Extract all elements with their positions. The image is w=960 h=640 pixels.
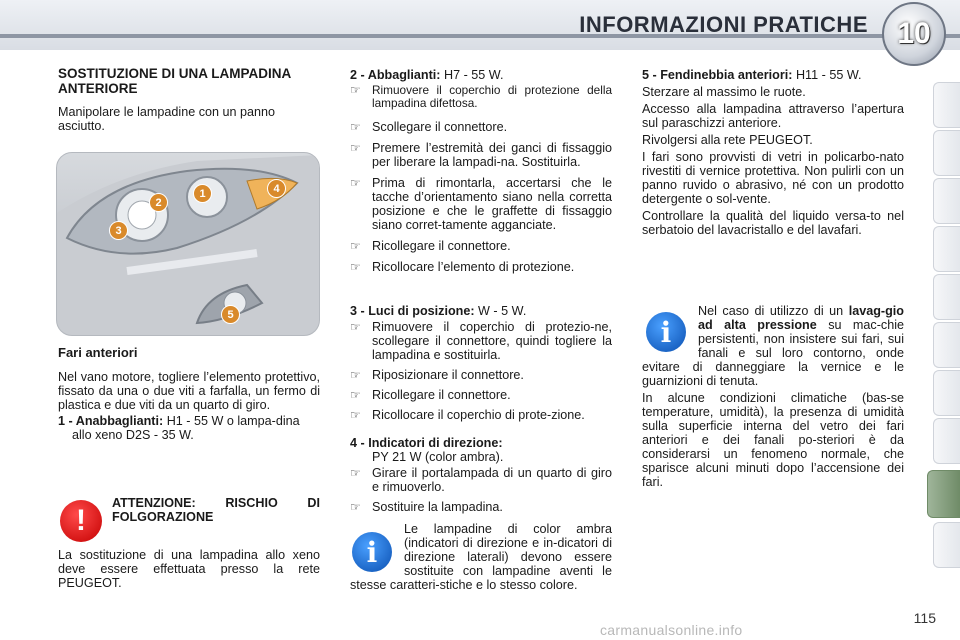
right-info-bold: lavag-gio ad alta pressione bbox=[698, 304, 904, 332]
list-item: ☞ Ricollocare il coperchio di prote-zione. bbox=[350, 408, 585, 422]
chapter-tab[interactable] bbox=[933, 522, 960, 568]
chapter-tab[interactable] bbox=[933, 370, 960, 416]
chapter-tab[interactable] bbox=[933, 226, 960, 272]
page-number: 115 bbox=[913, 610, 936, 626]
item-2-steps-more bbox=[350, 120, 612, 274]
left-column-lower bbox=[58, 346, 320, 442]
hand-pointer-icon: ☞ bbox=[350, 320, 361, 334]
list-item: ☞ Ricollegare il connettore. bbox=[350, 388, 511, 402]
list-item: ☞ Ricollegare il connettore. bbox=[350, 239, 511, 253]
info-icon-spacer bbox=[642, 304, 698, 358]
item-3-text: W - 5 W. bbox=[478, 304, 527, 318]
item-5 bbox=[642, 68, 904, 82]
item-4-steps bbox=[350, 466, 612, 514]
right-paragraph: Accesso alla lampadina attraverso l’apertura sul paraschizzi anteriore. bbox=[642, 102, 904, 130]
list-item: ☞ Riposizionare il connettore. bbox=[350, 368, 524, 382]
left-column bbox=[58, 66, 320, 133]
right-paragraph: Controllare la qualità del liquido versa-to nel serbatoio del lavacristallo e del lavafari. bbox=[642, 209, 904, 237]
list-item: ☞ Rimuovere il coperchio di protezio-ne, scollegare il connettore, quindi togliere la lampadina e sostituirla. bbox=[350, 320, 612, 362]
item-3 bbox=[350, 304, 612, 318]
hand-pointer-icon: ☞ bbox=[350, 141, 361, 155]
hand-pointer-icon: ☞ bbox=[350, 83, 361, 97]
item-4-label: 4 - Indicatori di direzione: bbox=[350, 436, 503, 450]
list-item: ☞ Ricollocare l’elemento di protezione. bbox=[350, 260, 575, 274]
item-3-label: 3 - Luci di posizione: bbox=[350, 304, 475, 318]
hand-pointer-icon: ☞ bbox=[350, 500, 361, 514]
right-paragraph: Rivolgersi alla rete PEUGEOT. bbox=[642, 133, 813, 147]
list-item: ☞ Premere l’estremità dei ganci di fissaggio per liberare la lampadi-na. Sostituirla. bbox=[350, 141, 612, 169]
intro-text: Manipolare le lampadine con un panno asciutto. bbox=[58, 105, 276, 133]
list-item: ☞ Sostituire la lampadina. bbox=[350, 500, 503, 514]
exclamation-icon: ! bbox=[60, 500, 102, 542]
info-icon-spacer bbox=[350, 522, 404, 572]
chapter-tab[interactable] bbox=[933, 274, 960, 320]
chapter-tab[interactable] bbox=[933, 322, 960, 368]
item-5-text: H11 - 55 W. bbox=[795, 68, 862, 82]
item-4-text: PY 21 W (color ambra). bbox=[372, 450, 504, 464]
warning-box bbox=[112, 496, 320, 524]
chapter-tab[interactable] bbox=[933, 130, 960, 176]
hand-pointer-icon: ☞ bbox=[350, 368, 361, 382]
subtitle-fari-anteriori: Fari anteriori bbox=[58, 345, 138, 360]
right-info-pre: Nel caso di utilizzo di un bbox=[698, 304, 844, 318]
photo-label-1: 1 bbox=[193, 184, 212, 203]
right-column bbox=[642, 68, 904, 237]
right-info-text-2: In alcune condizioni climatiche (bas-se temperature, umidità), la presenza di umidità sulla superficie interna del vetro dei fari anteriori e dei fanali po-steriori è da considerarsi un fenomeno normale, che sparisce alcuni minuti dopo l’accensione dei fari. bbox=[642, 391, 904, 489]
hand-pointer-icon: ☞ bbox=[350, 408, 361, 422]
photo-label-4: 4 bbox=[267, 179, 286, 198]
body-text: Nel vano motore, togliere l’elemento protettivo, fissato da una o due viti a farfalla, un fermo di plastica e due viti da un quarto di giro. bbox=[58, 370, 320, 412]
item-1-label: 1 - Anabbaglianti: bbox=[58, 414, 164, 428]
item-1-text: H1 - 55 W o lampa-dina allo xeno D2S - 35 W. bbox=[72, 414, 300, 442]
item-3-steps bbox=[350, 320, 612, 422]
item-2-label: 2 - Abbaglianti: bbox=[350, 68, 441, 82]
warning-title: ATTENZIONE: RISCHIO DI FOLGORAZIONE bbox=[112, 496, 320, 524]
right-paragraph: I fari sono provvisti di vetri in policarbo-nato rivestiti di vernice protettiva. Non pulirli con un panno ruvido o abrasivo, né con un prodotto detergente o sol-vente. bbox=[642, 150, 904, 206]
chapter-tab-active[interactable] bbox=[927, 470, 960, 518]
chapter-badge: 10 bbox=[882, 2, 946, 66]
hand-pointer-icon: ☞ bbox=[350, 388, 361, 402]
hand-pointer-icon: ☞ bbox=[350, 239, 361, 253]
watermark: carmanualsonline.info bbox=[600, 622, 743, 638]
photo-label-3: 3 bbox=[109, 221, 128, 240]
item-5-label: 5 - Fendinebbia anteriori: bbox=[642, 68, 793, 82]
middle-info-box bbox=[350, 522, 612, 592]
hand-pointer-icon: ☞ bbox=[350, 176, 361, 190]
list-item: ☞ Prima di rimontarla, accertarsi che le tacche d’orientamento siano nella corretta posizione e che le graffette di fissaggio siano corret-tamente agganciate. bbox=[350, 176, 612, 232]
middle-column bbox=[350, 68, 612, 514]
photo-label-5: 5 bbox=[221, 305, 240, 324]
list-item: ☞ Girare il portalampada di un quarto di giro e rimuoverlo. bbox=[350, 466, 612, 494]
section-title: SOSTITUZIONE DI UNA LAMPADINA ANTERIORE bbox=[58, 66, 291, 96]
chapter-tab[interactable] bbox=[933, 418, 960, 464]
chapter-tab[interactable] bbox=[933, 178, 960, 224]
page-header-title: INFORMAZIONI PRATICHE bbox=[579, 12, 868, 37]
photo-label-2: 2 bbox=[149, 193, 168, 212]
right-info-post: su mac-chie persistenti, non insistere sui fari, sui fanali e sul loro contorno, onde evitare di danneggiare la vernice e le guarnizioni di tenuta. bbox=[642, 318, 905, 388]
item-2-steps bbox=[350, 84, 612, 110]
item-1 bbox=[58, 414, 320, 442]
hand-pointer-icon: ☞ bbox=[350, 260, 361, 274]
item-2 bbox=[350, 68, 612, 82]
info-icon: i bbox=[352, 532, 392, 572]
hand-pointer-icon: ☞ bbox=[350, 120, 361, 134]
right-paragraph: Sterzare al massimo le ruote. bbox=[642, 85, 806, 99]
headlight-photo bbox=[56, 152, 320, 336]
item-2-text: H7 - 55 W. bbox=[444, 68, 504, 82]
list-item: ☞ Rimuovere il coperchio di protezione della lampadina difettosa. bbox=[350, 83, 612, 110]
right-info-box bbox=[642, 304, 904, 489]
warning-text: La sostituzione di una lampadina allo xeno deve essere effettuata presso la rete PEUGEOT. bbox=[58, 548, 320, 590]
list-item: ☞ Scollegare il connettore. bbox=[350, 120, 508, 134]
hand-pointer-icon: ☞ bbox=[350, 466, 361, 480]
chapter-tab[interactable] bbox=[933, 82, 960, 128]
info-icon: i bbox=[646, 312, 686, 352]
middle-info-text: Le lampadine di color ambra (indicatori di direzione e in-dicatori di direzione laterali) devono essere sostituite con lampadine aventi le stesse caratteri-stiche e lo stesso colore. bbox=[350, 522, 612, 592]
